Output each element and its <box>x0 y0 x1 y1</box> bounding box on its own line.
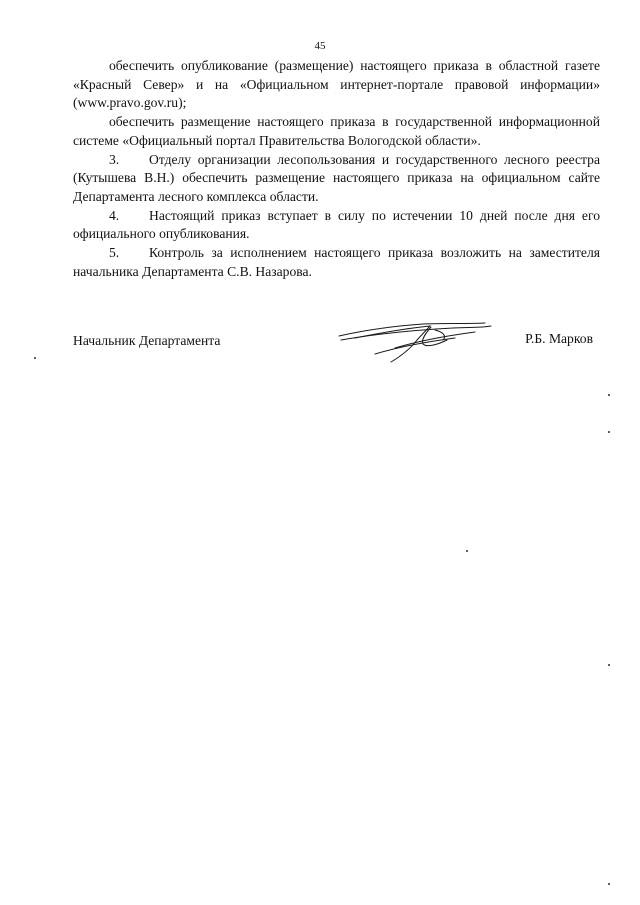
scan-speck <box>608 883 610 885</box>
handwritten-signature-icon <box>335 318 495 368</box>
paragraph-3 <box>73 151 600 207</box>
page-number: 45 <box>314 40 326 52</box>
document-body <box>73 57 600 281</box>
scan-speck <box>608 664 610 666</box>
paragraph-portal-placement <box>73 113 600 150</box>
paragraph-number: 4. <box>109 207 120 223</box>
scan-speck <box>608 431 610 433</box>
paragraph-text: Настоящий приказ вступает в силу по истечении 10 дней после дня его официального опубликования. <box>73 207 600 242</box>
signatory-name: Р.Б. Марков <box>525 331 593 346</box>
paragraph-number: 3. <box>109 151 120 167</box>
scan-speck <box>466 550 468 552</box>
paragraph-number: 5. <box>109 245 120 261</box>
signatory-title: Начальник Департамента <box>73 333 221 348</box>
scan-speck <box>34 357 36 359</box>
signature-block <box>73 330 600 370</box>
paragraph-text: обеспечить размещение настоящего приказа в государственной информационной системе «Официальный портал Правительства Вологодской области». <box>73 114 600 148</box>
paragraph-text: Отделу организации лесопользования и государственного лесного реестра (Кутышева В.Н.) обеспечить размещение настоящего приказа на официальном сайте Департамента лесного комплекса области. <box>73 151 600 204</box>
paragraph-text: Контроль за исполнением настоящего приказа возложить на заместителя начальника Департамента С.В. Назарова. <box>73 245 600 279</box>
paragraph-5 <box>73 244 600 281</box>
paragraph-publication <box>73 57 600 113</box>
paragraph-text: обеспечить опубликование (размещение) настоящего приказа в областной газете «Красный Север» и на «Официальном интернет-портале правовой информации» (www.pravo.gov.ru); <box>73 58 600 111</box>
scan-speck <box>608 394 610 396</box>
paragraph-4 <box>73 207 600 244</box>
